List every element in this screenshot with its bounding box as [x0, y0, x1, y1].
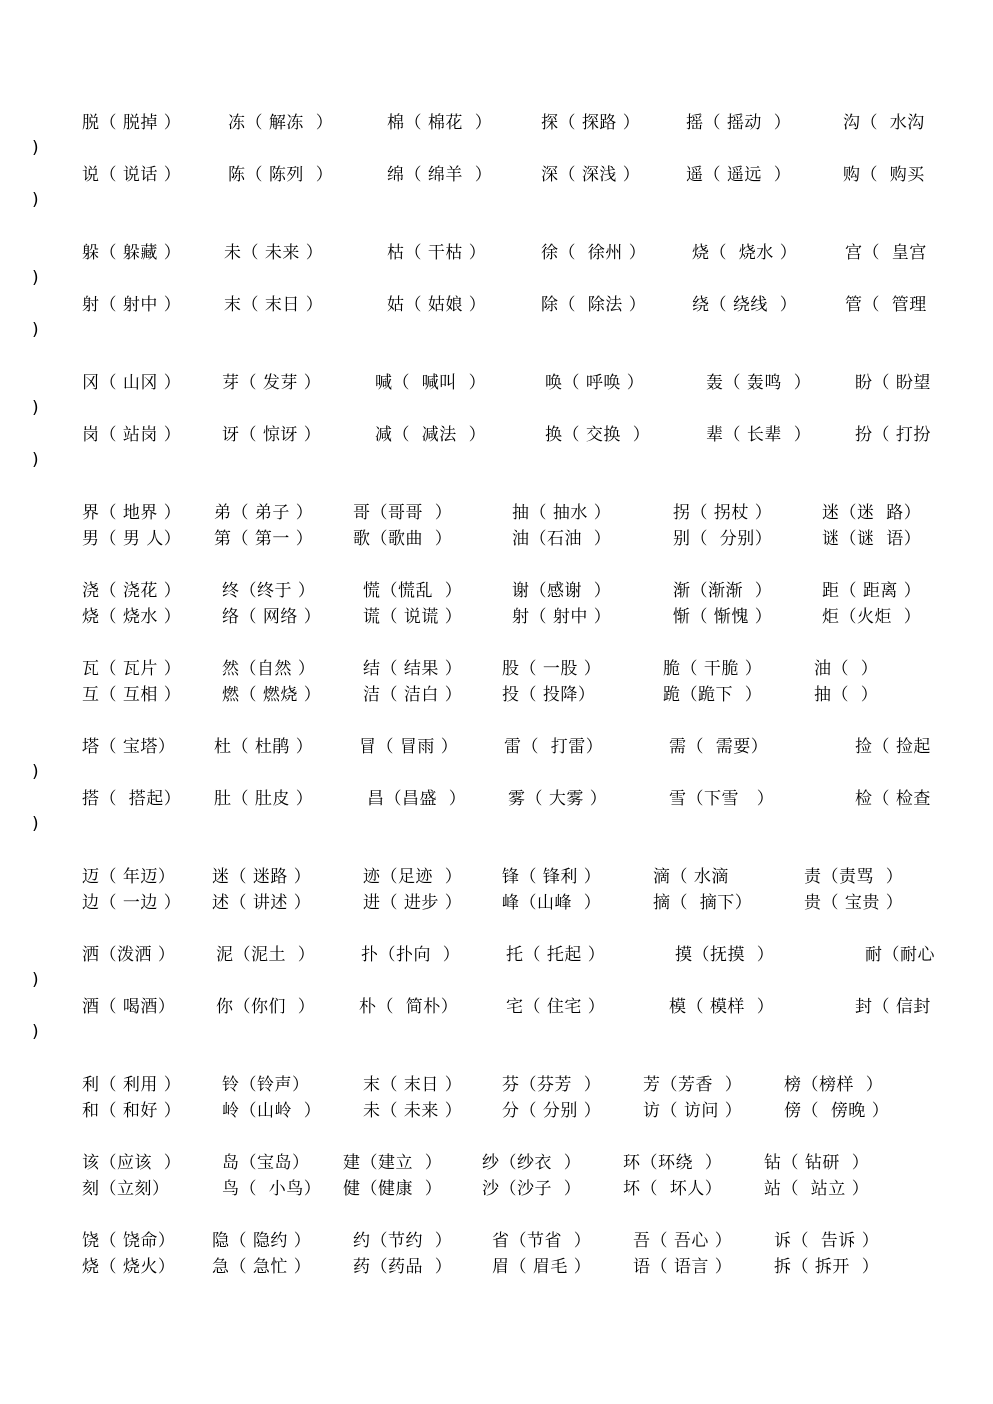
word-pair: 界（ 地界 ）	[82, 503, 182, 523]
word-pair: 辈（ 长辈 ）	[706, 425, 812, 445]
wrapped-paren: )	[32, 970, 39, 990]
word-pair: 渐（渐渐 ）	[673, 581, 773, 601]
word-pair: 泥（泥土 ）	[216, 945, 316, 965]
wrapped-paren: )	[32, 814, 39, 834]
word-pair: 榜（榜样 ）	[784, 1075, 884, 1095]
word-pair: 棉（ 棉花 ）	[387, 113, 493, 133]
word-pair: 唤（ 呼唤 ）	[545, 373, 645, 393]
word-row	[0, 1176, 993, 1202]
word-pair: 讶（ 惊讶 ）	[222, 425, 322, 445]
word-pair: 模（ 模样 ）	[669, 997, 775, 1017]
word-pair: 宅（ 住宅 ）	[506, 997, 606, 1017]
word-pair: 除（ 除法 ）	[541, 295, 647, 315]
word-row	[0, 786, 993, 812]
word-pair: 检（ 检查	[855, 789, 931, 809]
word-pair: 歌（歌曲 ）	[353, 529, 453, 549]
word-pair: 肚（ 肚皮 ）	[214, 789, 314, 809]
wrapped-paren: )	[32, 190, 39, 210]
word-pair: 和（ 和好 ）	[82, 1101, 182, 1121]
wrapped-paren: )	[32, 320, 39, 340]
word-pair: 耐（耐心	[865, 945, 935, 965]
word-pair: 封（ 信封	[855, 997, 931, 1017]
word-pair: 冻（ 解冻 ）	[228, 113, 334, 133]
word-pair: 芬（芬芳 ）	[502, 1075, 602, 1095]
word-pair: 迷（ 迷路 ）	[212, 867, 312, 887]
word-pair: 傍（ 傍晚 ）	[784, 1101, 890, 1121]
word-pair: 钻（ 钻研 ）	[764, 1153, 870, 1173]
word-pair: 末（ 末日 ）	[363, 1075, 463, 1095]
word-pair: 换（ 交换 ）	[545, 425, 651, 445]
word-row	[0, 682, 993, 708]
word-pair: 减（ 减法 ）	[375, 425, 487, 445]
word-pair: 遥（ 遥远 ）	[686, 165, 792, 185]
word-pair: 贵（ 宝贵 ）	[804, 893, 904, 913]
word-pair: 躲（ 躲藏 ）	[82, 243, 182, 263]
word-pair: 岗（ 站岗 ）	[82, 425, 182, 445]
word-pair: 油（石油 ）	[512, 529, 612, 549]
word-pair: 洒（泼洒 ）	[82, 945, 176, 965]
word-pair: 炬（火炬 ）	[822, 607, 922, 627]
word-row	[0, 1254, 993, 1280]
word-pair: 饶（ 饶命）	[82, 1231, 176, 1251]
word-pair: 探（ 探路 ）	[541, 113, 641, 133]
word-pair: 男（ 男 人）	[82, 529, 182, 549]
word-pair: 芽（ 发芽 ）	[222, 373, 322, 393]
word-row	[0, 526, 993, 552]
word-pair: 迹（足迹 ）	[363, 867, 463, 887]
word-pair: 捡（ 捡起	[855, 737, 931, 757]
word-row	[0, 1228, 993, 1254]
word-pair: 脆（ 干脆 ）	[663, 659, 763, 679]
word-pair: 慌（慌乱 ）	[363, 581, 463, 601]
word-pair: 隐（ 隐约 ）	[212, 1231, 312, 1251]
word-row	[0, 994, 993, 1020]
word-pair: 终（终于 ）	[222, 581, 316, 601]
word-pair: 昌（昌盛 ）	[367, 789, 467, 809]
word-pair: 塔（ 宝塔）	[82, 737, 176, 757]
word-pair: 抽（ 抽水 ）	[512, 503, 612, 523]
wrapped-paren: )	[32, 762, 39, 782]
word-pair: 抽（ ）	[814, 685, 879, 705]
word-pair: 杜（ 杜鹃 ）	[214, 737, 314, 757]
word-pair: 需（ 需要）	[669, 737, 769, 757]
word-pair: 滴（ 水滴	[653, 867, 729, 887]
word-pair: 进（ 进步 ）	[363, 893, 463, 913]
word-pair: 扮（ 打扮	[855, 425, 931, 445]
word-pair: 刻（立刻）	[82, 1179, 170, 1199]
word-row	[0, 162, 993, 188]
word-pair: 纱（纱衣 ）	[482, 1153, 582, 1173]
word-row	[0, 292, 993, 318]
word-pair: 烧（ 烧水 ）	[692, 243, 798, 263]
word-pair: 未（ 未来 ）	[224, 243, 324, 263]
word-pair: 拐（ 拐杖 ）	[673, 503, 773, 523]
word-pair: 沟（ 水沟	[843, 113, 925, 133]
word-pair: 摇（ 摇动 ）	[686, 113, 792, 133]
word-pair: 锋（ 锋利 ）	[502, 867, 602, 887]
word-pair: 边（ 一边 ）	[82, 893, 182, 913]
word-pair: 述（ 讲述 ）	[212, 893, 312, 913]
word-pair: 哥（哥哥 ）	[353, 503, 453, 523]
word-pair: 岛（宝岛）	[222, 1153, 310, 1173]
word-pair: 弟（ 弟子 ）	[214, 503, 314, 523]
word-pair: 徐（ 徐州 ）	[541, 243, 647, 263]
word-row	[0, 578, 993, 604]
word-pair: 跪（跪下 ）	[663, 685, 763, 705]
word-pair: 省（节省 ）	[492, 1231, 592, 1251]
word-pair: 芳（芳香 ）	[643, 1075, 743, 1095]
word-pair: 枯（ 干枯 ）	[387, 243, 487, 263]
wrapped-paren: )	[32, 1022, 39, 1042]
word-row	[0, 240, 993, 266]
word-pair: 轰（ 轰鸣 ）	[706, 373, 812, 393]
word-pair: 诉（ 告诉 ）	[774, 1231, 880, 1251]
wrapped-paren: )	[32, 398, 39, 418]
word-pair: 冈（ 山冈 ）	[82, 373, 182, 393]
word-pair: 脱（ 脱掉 ）	[82, 113, 182, 133]
word-pair: 惭（ 惭愧 ）	[673, 607, 773, 627]
word-pair: 语（ 语言 ）	[633, 1257, 733, 1277]
word-pair: 烧（ 烧水 ）	[82, 607, 182, 627]
word-row	[0, 734, 993, 760]
word-pair: 股（ 一股 ）	[502, 659, 602, 679]
word-row	[0, 110, 993, 136]
word-row	[0, 500, 993, 526]
word-pair: 谜（谜 语）	[822, 529, 922, 549]
word-pair: 投（ 投降）	[502, 685, 596, 705]
word-pair: 迈（ 年迈）	[82, 867, 176, 887]
word-pair: 访（ 访问 ）	[643, 1101, 743, 1121]
word-pair: 朴（ 简朴）	[359, 997, 459, 1017]
word-pair: 别（ 分别）	[673, 529, 773, 549]
word-pair: 酒（ 喝酒）	[82, 997, 176, 1017]
word-pair: 陈（ 陈列 ）	[228, 165, 334, 185]
word-pair: 距（ 距离 ）	[822, 581, 922, 601]
word-pair: 绕（ 绕线 ）	[692, 295, 798, 315]
word-pair: 该（应该 ）	[82, 1153, 182, 1173]
word-pair: 结（ 结果 ）	[363, 659, 463, 679]
word-pair: 急（ 急忙 ）	[212, 1257, 312, 1277]
word-pair: 深（ 深浅 ）	[541, 165, 641, 185]
word-pair: 约（节约 ）	[353, 1231, 453, 1251]
word-pair: 盼（ 盼望	[855, 373, 931, 393]
word-pair: 坏（ 坏人）	[623, 1179, 723, 1199]
word-row	[0, 656, 993, 682]
word-pair: 分（ 分别 ）	[502, 1101, 602, 1121]
word-pair: 利（ 利用 ）	[82, 1075, 182, 1095]
word-pair: 健（健康 ）	[343, 1179, 443, 1199]
word-row	[0, 890, 993, 916]
word-row	[0, 604, 993, 630]
word-pair: 管（ 管理	[845, 295, 927, 315]
word-pair: 未（ 未来 ）	[363, 1101, 463, 1121]
word-pair: 扑（扑向 ）	[361, 945, 461, 965]
word-pair: 建（建立 ）	[343, 1153, 443, 1173]
word-pair: 第（ 第一 ）	[214, 529, 314, 549]
word-pair: 绵（ 绵羊 ）	[387, 165, 493, 185]
word-pair: 摘（ 摘下）	[653, 893, 753, 913]
word-pair: 浇（ 浇花 ）	[82, 581, 182, 601]
word-pair: 雷（ 打雷）	[504, 737, 604, 757]
word-pair: 瓦（ 瓦片 ）	[82, 659, 182, 679]
word-pair: 拆（ 拆开 ）	[774, 1257, 880, 1277]
word-row	[0, 422, 993, 448]
word-pair: 烧（ 烧火）	[82, 1257, 176, 1277]
word-pair: 洁（ 洁白 ）	[363, 685, 463, 705]
word-pair: 喊（ 喊叫 ）	[375, 373, 487, 393]
word-pair: 鸟（ 小鸟）	[222, 1179, 322, 1199]
word-pair: 沙（沙子 ）	[482, 1179, 582, 1199]
word-pair: 油（ ）	[814, 659, 879, 679]
word-pair: 互（ 互相 ）	[82, 685, 182, 705]
word-pair: 摸（抚摸 ）	[675, 945, 775, 965]
word-pair: 眉（ 眉毛 ）	[492, 1257, 592, 1277]
word-pair: 岭（山岭 ）	[222, 1101, 322, 1121]
word-pair: 购（ 购买	[843, 165, 925, 185]
word-row	[0, 864, 993, 890]
word-pair: 搭（ 搭起）	[82, 789, 182, 809]
word-row	[0, 1072, 993, 1098]
word-pair: 射（ 射中 ）	[512, 607, 612, 627]
word-pair: 铃（铃声）	[222, 1075, 310, 1095]
wrapped-paren: )	[32, 268, 39, 288]
wrapped-paren: )	[32, 450, 39, 470]
word-pair: 责（责骂 ）	[804, 867, 904, 887]
word-pair: 络（ 网络 ）	[222, 607, 322, 627]
word-row	[0, 370, 993, 396]
word-pair: 环（环绕 ）	[623, 1153, 723, 1173]
word-pair: 燃（ 燃烧 ）	[222, 685, 322, 705]
word-pair: 你（你们 ）	[216, 997, 316, 1017]
word-pair: 谎（ 说谎 ）	[363, 607, 463, 627]
word-row	[0, 1150, 993, 1176]
word-pair: 姑（ 姑娘 ）	[387, 295, 487, 315]
word-pair: 然（自然 ）	[222, 659, 316, 679]
word-pair: 说（ 说话 ）	[82, 165, 182, 185]
word-pair: 吾（ 吾心 ）	[633, 1231, 733, 1251]
wrapped-paren: )	[32, 138, 39, 158]
word-pair: 冒（ 冒雨 ）	[359, 737, 459, 757]
word-pair: 迷（迷 路）	[822, 503, 922, 523]
word-row	[0, 942, 993, 968]
word-row	[0, 1098, 993, 1124]
word-pair: 站（ 站立 ）	[764, 1179, 870, 1199]
word-pair: 末（ 末日 ）	[224, 295, 324, 315]
word-pair: 药（药品 ）	[353, 1257, 453, 1277]
word-pair: 宫（ 皇宫	[845, 243, 927, 263]
word-pair: 雪（下雪 ）	[669, 789, 775, 809]
word-pair: 雾（ 大雾 ）	[508, 789, 608, 809]
word-pair: 托（ 托起 ）	[506, 945, 606, 965]
word-pair: 射（ 射中 ）	[82, 295, 182, 315]
word-pair: 峰（山峰 ）	[502, 893, 602, 913]
word-pair: 谢（感谢 ）	[512, 581, 612, 601]
